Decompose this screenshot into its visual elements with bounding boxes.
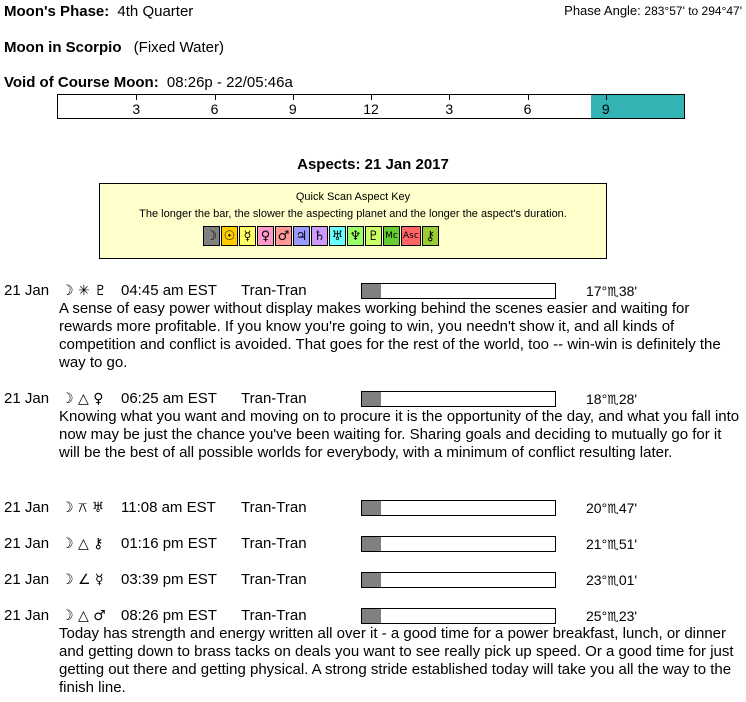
aspects-title: Aspects: 21 Jan 2017	[297, 156, 449, 173]
aspect-type: Tran-Tran	[241, 499, 307, 516]
aspect-description: Today has strength and energy written all over it - a good time for a power breakfast, lunch, or dinner and getting down to brass tacks on deals you want to see really pick up speed. Or a good time for just getting out there and getting physical. A strong stride established today will take you all the way to the finish line.	[59, 625, 734, 696]
aspect-symbols: ☽ △ ♂	[61, 608, 106, 624]
aspect-entry	[4, 390, 307, 407]
void-of-course-row	[4, 74, 293, 91]
aspect-date: 21 Jan	[4, 571, 50, 588]
timeline-tick	[528, 95, 529, 100]
aspect-duration-bar	[361, 283, 556, 299]
scorpio-icon: ♏	[607, 502, 619, 517]
aspect-time: 11:08 am EST	[121, 499, 216, 516]
aspect-duration-bar	[361, 500, 556, 516]
aspect-duration-fill	[362, 392, 381, 406]
neptune-icon: ♆	[347, 226, 364, 246]
position-degree: 25°	[586, 608, 608, 624]
moon-phase-row	[4, 3, 193, 20]
pluto-icon: ♇	[365, 226, 382, 246]
aspect-position	[586, 536, 637, 553]
aspect-position	[586, 391, 637, 408]
aspect-time: 08:26 pm EST	[121, 607, 217, 624]
aspect-time: 03:39 pm EST	[121, 571, 217, 588]
void-of-course-label: Void of Course Moon:	[4, 74, 159, 91]
aspect-time: 04:45 am EST	[121, 282, 217, 299]
timeline-hour-label: 12	[363, 101, 379, 117]
aspect-symbols: ☽ △ ⚷	[61, 536, 104, 552]
moon-icon: ☽	[203, 226, 220, 246]
aspect-duration-fill	[362, 501, 381, 515]
scorpio-icon: ♏	[607, 610, 619, 625]
aspect-type: Tran-Tran	[241, 571, 307, 588]
aspect-symbols: ☽ ⚻ ♅	[61, 500, 105, 516]
timeline-hour-label: 3	[132, 101, 141, 117]
aspect-date: 21 Jan	[4, 607, 50, 624]
phase-angle-label: Phase Angle:	[564, 3, 641, 18]
sun-icon: ☉	[221, 226, 238, 246]
aspect-duration-fill	[362, 537, 381, 551]
position-degree: 23°	[586, 572, 608, 588]
aspect-time: 01:16 pm EST	[121, 535, 217, 552]
saturn-icon: ♄	[311, 226, 328, 246]
aspect-date: 21 Jan	[4, 499, 50, 516]
aspect-time: 06:25 am EST	[121, 390, 217, 407]
timeline-tick	[215, 95, 216, 100]
scorpio-icon: ♏	[607, 538, 619, 553]
timeline-tick	[449, 95, 450, 100]
aspect-symbols: ☽ ∠ ☿	[61, 572, 104, 588]
position-degree: 17°	[586, 283, 608, 299]
aspect-duration-fill	[362, 284, 381, 298]
phase-angle-row	[564, 3, 742, 18]
aspect-description: Knowing what you want and moving on to procure it is the opportunity of the day, and what you fall into now may be just the chance you've been waiting for. Sharing goals and deciding to mutually go for it will be the best of all possible worlds for everybody, with a minimum of conflict resulting later.	[59, 408, 740, 461]
aspect-symbols: ☽ △ ♀	[61, 391, 104, 407]
position-degree: 20°	[586, 500, 608, 516]
position-minutes: 23'	[618, 608, 638, 624]
aspect-duration-bar	[361, 391, 556, 407]
midheaven-icon: Mc	[383, 226, 400, 246]
position-degree: 21°	[586, 536, 608, 552]
moon-phase-label: Moon's Phase:	[4, 3, 110, 20]
aspect-entry	[4, 607, 307, 624]
timeline-tick	[293, 95, 294, 100]
aspect-type: Tran-Tran	[241, 535, 307, 552]
phase-angle-value: 283°57' to 294°47'	[644, 4, 742, 18]
aspect-entry	[4, 282, 307, 299]
moon-sign-value: (Fixed Water)	[133, 39, 224, 56]
key-title: Quick Scan Aspect Key	[295, 191, 411, 203]
timeline-tick	[606, 95, 607, 100]
uranus-icon: ♅	[329, 226, 346, 246]
moon-phase-value: 4th Quarter	[117, 3, 194, 20]
aspect-description: A sense of easy power without display makes working behind the scenes easier and waiting for rewards more profitable. If you know you're going to win, you needn't show it, and all kinds of competition and conflict is avoided. That goes for the rest of the world, too -- win-win is definitely the way to go.	[59, 300, 721, 371]
aspect-type: Tran-Tran	[241, 390, 307, 407]
aspect-entry	[4, 535, 307, 552]
aspect-date: 21 Jan	[4, 390, 50, 407]
position-minutes: 51'	[618, 536, 638, 552]
aspect-symbols: ☽ ✳ ♇	[61, 283, 107, 299]
moon-sign-label: Moon in Scorpio	[4, 39, 122, 56]
aspect-duration-bar	[361, 572, 556, 588]
timeline-hour-label: 6	[210, 101, 219, 117]
key-description: The longer the bar, the slower the aspecting planet and the longer the aspect's duration.	[139, 208, 567, 220]
moon-sign-row	[4, 39, 224, 56]
aspect-position	[586, 283, 637, 300]
scorpio-icon: ♏	[607, 285, 619, 300]
position-minutes: 38'	[618, 283, 638, 299]
chiron-icon: ⚷	[422, 226, 439, 246]
quick-scan-aspect-key	[99, 183, 607, 259]
aspect-entry	[4, 499, 307, 516]
aspect-type: Tran-Tran	[241, 282, 307, 299]
position-minutes: 47'	[618, 500, 638, 516]
venus-icon: ♀	[257, 226, 274, 246]
mercury-icon: ☿	[239, 226, 256, 246]
scorpio-icon: ♏	[607, 393, 619, 408]
key-planet-row	[203, 226, 440, 246]
jupiter-icon: ♃	[293, 226, 310, 246]
timeline-hour-label: 6	[523, 101, 532, 117]
position-degree: 18°	[586, 391, 608, 407]
mars-icon: ♂	[275, 226, 292, 246]
timeline-hour-label: 9	[288, 101, 297, 117]
void-of-course-value: 08:26p - 22/05:46a	[166, 74, 293, 91]
aspect-duration-fill	[362, 609, 381, 623]
scorpio-icon: ♏	[607, 574, 619, 589]
timeline-hour-label: 3	[445, 101, 454, 117]
aspect-duration-bar	[361, 536, 556, 552]
aspect-position	[586, 500, 637, 517]
position-minutes: 01'	[618, 572, 638, 588]
aspect-duration-fill	[362, 573, 381, 587]
timeline-hour-label: 9	[601, 101, 610, 117]
ascendant-icon: Asc	[401, 226, 421, 246]
aspect-date: 21 Jan	[4, 282, 50, 299]
void-of-course-timeline	[57, 94, 685, 119]
aspect-duration-bar	[361, 608, 556, 624]
timeline-tick	[371, 95, 372, 100]
position-minutes: 28'	[618, 391, 638, 407]
aspect-position	[586, 608, 637, 625]
aspect-position	[586, 572, 637, 589]
aspect-entry	[4, 571, 307, 588]
aspect-date: 21 Jan	[4, 535, 50, 552]
timeline-tick	[136, 95, 137, 100]
aspect-type: Tran-Tran	[241, 607, 307, 624]
